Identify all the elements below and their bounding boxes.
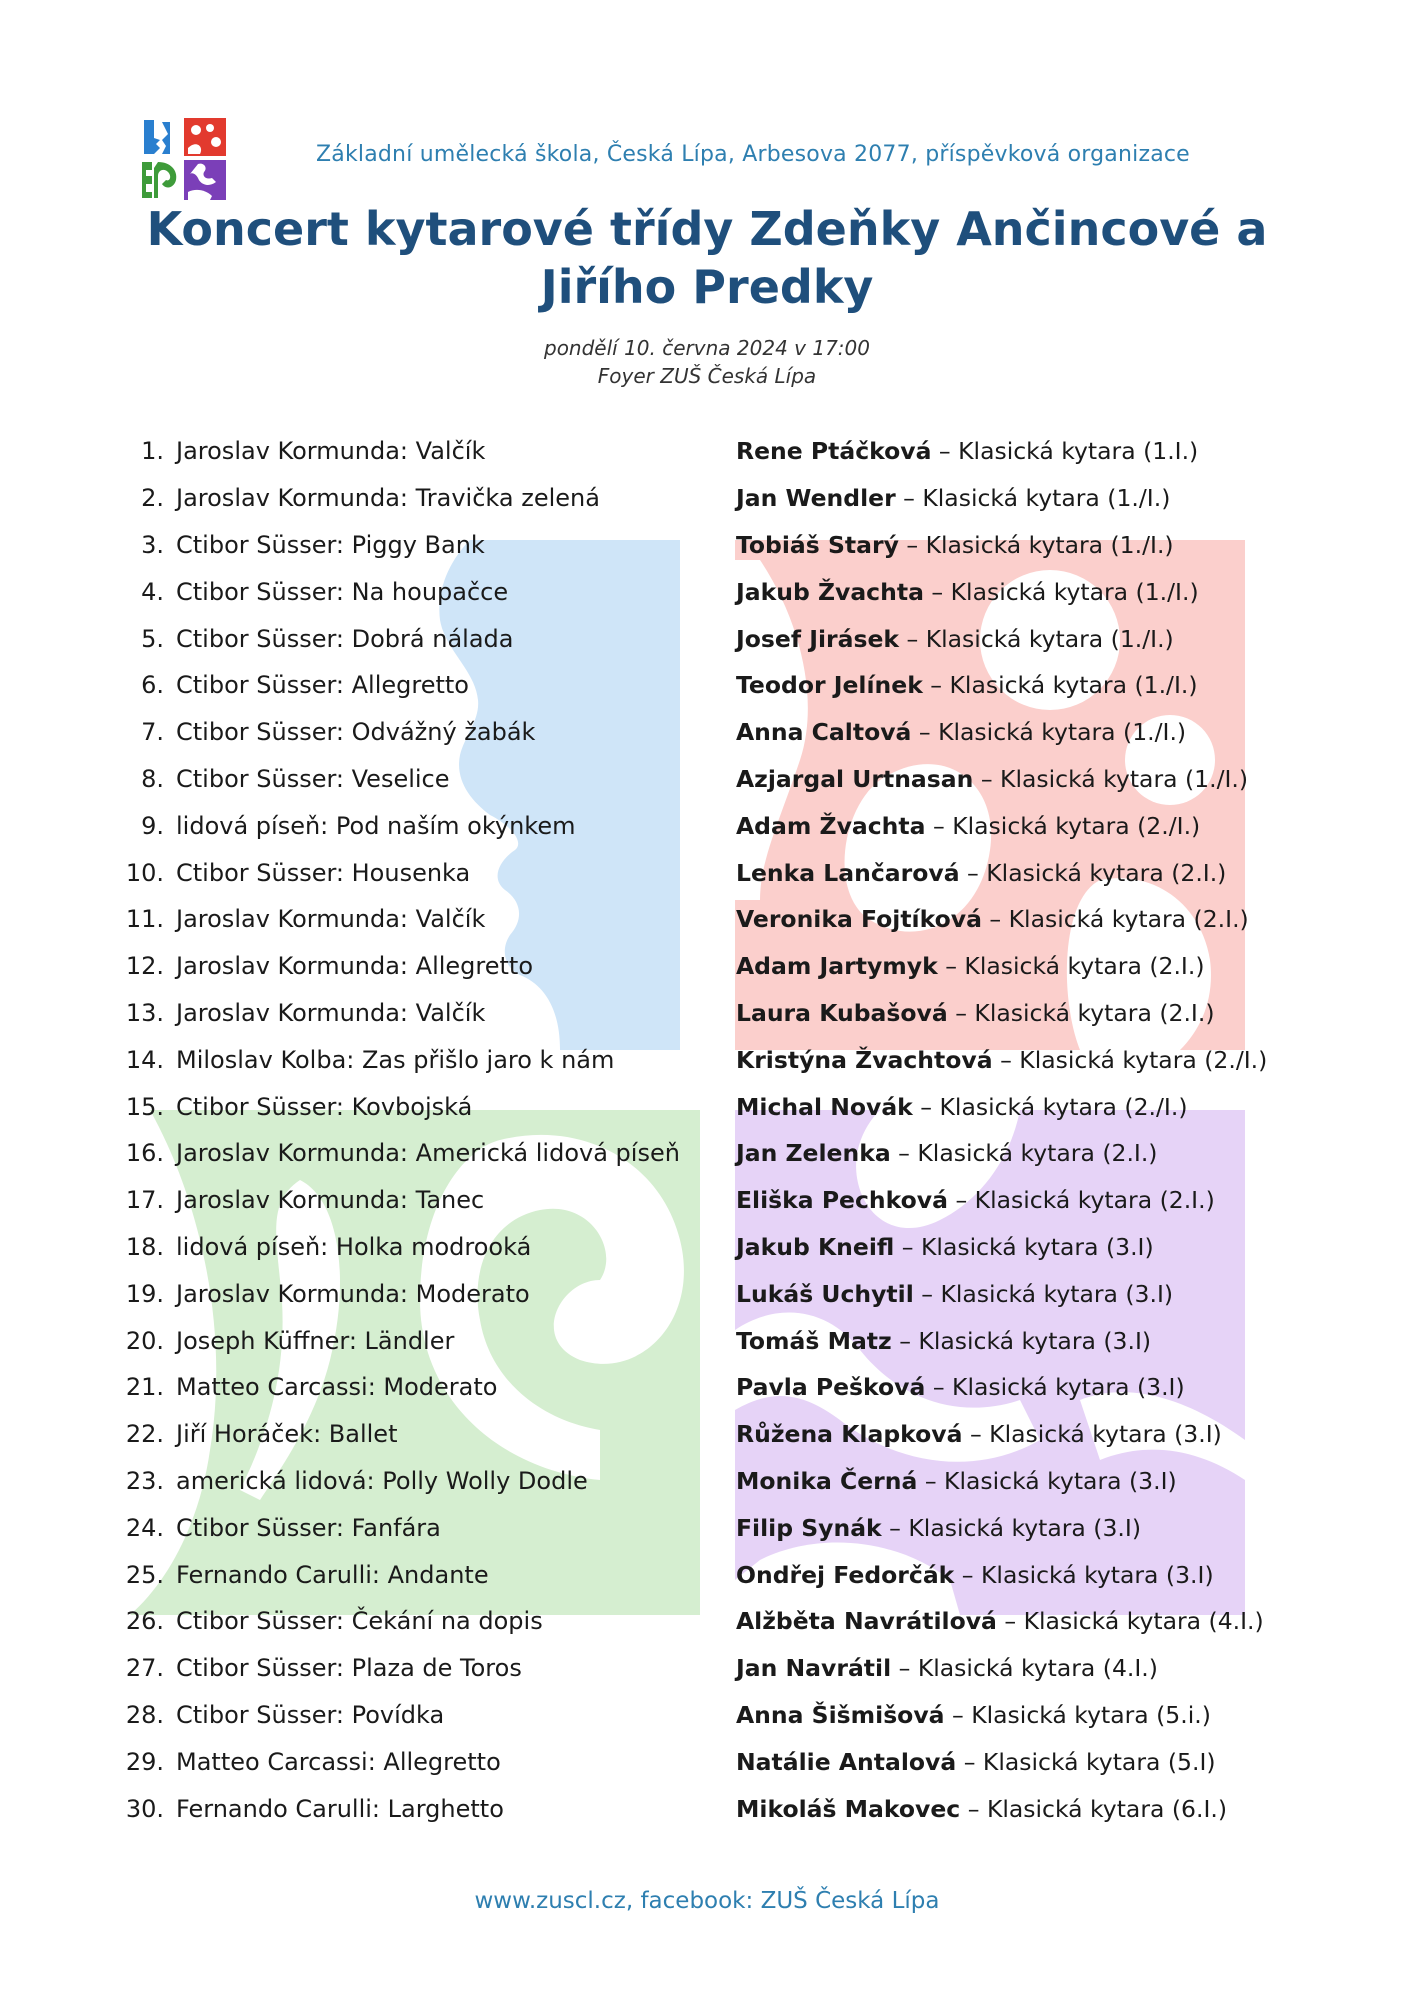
program-item-performer (736, 625, 1174, 653)
program-item-performer (736, 1748, 1216, 1776)
performer-instrument: – Klasická kytara (3.I) (881, 1513, 1141, 1542)
performer-instrument: – Klasická kytara (4.I.) (996, 1607, 1264, 1636)
performer-name: Tomáš Matz (736, 1326, 892, 1355)
performer-instrument: – Klasická kytara (3.I) (913, 1279, 1174, 1308)
performer-name: Veronika Fojtíková (736, 905, 982, 934)
performer-name: Jan Wendler (736, 484, 896, 513)
performer-name: Monika Černá (736, 1466, 918, 1495)
program-item (120, 1411, 1280, 1458)
event-date: pondělí 10. června 2024 v 17:00 (544, 336, 870, 360)
school-name: Základní umělecká škola, Česká Lípa, Arbesova 2077, příspěvková organizace (316, 142, 1190, 167)
performer-instrument: – Klasická kytara (6.I.) (960, 1794, 1228, 1823)
performer-name: Josef Jirásek (736, 624, 900, 653)
performer-name: Alžběta Navrátilová (736, 1607, 997, 1636)
performer-instrument: – Klasická kytara (2.I.) (947, 998, 1215, 1027)
performer-name: Lukáš Uchytil (736, 1279, 914, 1308)
program-item (120, 1177, 1280, 1224)
program-item-number: 16. (125, 1139, 164, 1168)
performer-instrument: – Klasická kytara (5.I) (956, 1747, 1216, 1776)
performer-instrument: – Klasická kytara (1./I.) (923, 577, 1199, 606)
program-item-performer (736, 1607, 1264, 1635)
performer-name: Adam Žvachta (736, 811, 926, 840)
program-item-number: 26. (125, 1607, 164, 1636)
program-item-number: 11. (125, 905, 164, 934)
program-item-piece: lidová píseň: Pod naším okýnkem (176, 811, 576, 840)
program-item (120, 1224, 1280, 1271)
program-item-performer (736, 1701, 1211, 1729)
program-item-piece: Jaroslav Kormunda: Travička zelená (176, 484, 600, 513)
performer-instrument: – Klasická kytara (1./I.) (922, 671, 1198, 700)
performer-instrument: – Klasická kytara (2.I.) (937, 952, 1205, 981)
program-item-number: 19. (125, 1279, 164, 1308)
program-item-piece: Ctibor Süsser: Dobrá nálada (176, 624, 514, 653)
program-item (120, 849, 1280, 896)
program-item-number: 21. (125, 1373, 164, 1402)
program-item-piece: Ctibor Süsser: Kovbojská (176, 1092, 473, 1121)
program-item (120, 1458, 1280, 1505)
performer-instrument: – Klasická kytara (1./I.) (973, 764, 1249, 793)
program-item-number: 1. (141, 437, 164, 466)
program-item-performer (736, 578, 1199, 606)
program-item (120, 709, 1280, 756)
performer-instrument: – Klasická kytara (1./I.) (911, 718, 1187, 747)
performer-instrument: – Klasická kytara (3.I) (894, 1232, 1154, 1261)
performer-name: Růžena Klapková (736, 1420, 963, 1449)
program-item-performer (736, 1373, 1185, 1401)
performer-instrument: – Klasická kytara (2./I.) (912, 1092, 1188, 1121)
program-item (120, 802, 1280, 849)
program-item-number: 14. (125, 1045, 164, 1074)
program-item (120, 1738, 1280, 1785)
school-logo-icon (140, 118, 226, 200)
program-item-number: 29. (125, 1747, 164, 1776)
performer-name: Azjargal Urtnasan (736, 764, 974, 793)
program-item-piece: Matteo Carcassi: Moderato (176, 1373, 498, 1402)
program-list (120, 428, 1280, 1832)
program-item-performer (736, 859, 1226, 887)
program-item (120, 1270, 1280, 1317)
performer-name: Adam Jartymyk (736, 952, 938, 981)
program-item-performer (736, 1420, 1222, 1448)
program-item-performer (736, 1139, 1157, 1167)
performer-name: Jakub Žvachta (736, 577, 924, 606)
program-item-performer (736, 1233, 1154, 1261)
program-item-piece: lidová píseň: Holka modrooká (176, 1232, 532, 1261)
performer-instrument: – Klasická kytara (3.I) (925, 1373, 1185, 1402)
program-item-number: 5. (141, 624, 164, 653)
program-item-number: 2. (141, 484, 164, 513)
performer-name: Laura Kubašová (736, 998, 948, 1027)
program-item (120, 1785, 1280, 1832)
program-item (120, 1317, 1280, 1364)
program-item-piece: Ctibor Süsser: Housenka (176, 858, 471, 887)
program-item (120, 1130, 1280, 1177)
program-item-piece: Jaroslav Kormunda: Valčík (176, 905, 486, 934)
performer-name: Rene Ptáčková (736, 437, 932, 466)
program-item-piece: Jaroslav Kormunda: Moderato (176, 1279, 530, 1308)
program-item-performer (736, 484, 1170, 512)
program-item-performer (736, 905, 1249, 933)
program-item (120, 428, 1280, 475)
performer-instrument: – Klasická kytara (5.i.) (944, 1700, 1211, 1729)
performer-name: Ondřej Fedorčák (736, 1560, 955, 1589)
program-item-number: 3. (141, 530, 164, 559)
program-item-performer (736, 1467, 1177, 1495)
program-item-performer (736, 1561, 1214, 1589)
program-item-number: 20. (125, 1326, 164, 1355)
performer-instrument: – Klasická kytara (3.I) (891, 1326, 1152, 1355)
program-item (120, 896, 1280, 943)
program-item-piece: Fernando Carulli: Andante (176, 1560, 489, 1589)
program-item (120, 1645, 1280, 1692)
program-item-number: 7. (141, 718, 164, 747)
program-item (120, 1504, 1280, 1551)
performer-instrument: – Klasická kytara (4.I.) (891, 1654, 1158, 1683)
performer-instrument: – Klasická kytara (2.I.) (959, 858, 1227, 887)
program-item (120, 615, 1280, 662)
program-item-piece: americká lidová: Polly Wolly Dodle (176, 1466, 588, 1495)
program-item (120, 756, 1280, 803)
performer-name: Michal Novák (736, 1092, 913, 1121)
program-item-number: 25. (125, 1560, 164, 1589)
program-item (120, 475, 1280, 522)
performer-instrument: – Klasická kytara (2.I.) (981, 905, 1249, 934)
program-item-piece: Jaroslav Kormunda: Allegretto (176, 952, 534, 981)
program-item-piece: Ctibor Süsser: Fanfára (176, 1513, 441, 1542)
performer-name: Teodor Jelínek (736, 671, 923, 700)
program-item-number: 12. (125, 952, 164, 981)
program-item-piece: Jiří Horáček: Ballet (176, 1420, 398, 1449)
program-item-performer (736, 1327, 1151, 1355)
program-item (120, 1364, 1280, 1411)
program-item-piece: Ctibor Süsser: Na houpačce (176, 577, 509, 606)
program-item-performer (736, 1046, 1267, 1074)
program-item-number: 4. (141, 577, 164, 606)
performer-name: Pavla Pešková (736, 1373, 926, 1402)
performer-name: Jakub Kneifl (736, 1232, 895, 1261)
program-item-number: 13. (125, 998, 164, 1027)
program-item-performer (736, 952, 1205, 980)
program-item (120, 1692, 1280, 1739)
performer-name: Filip Synák (736, 1513, 882, 1542)
program-item-number: 22. (125, 1420, 164, 1449)
program-item-piece: Ctibor Süsser: Allegretto (176, 671, 469, 700)
performer-instrument: – Klasická kytara (2.I.) (947, 1186, 1215, 1215)
program-item-performer (736, 1280, 1173, 1308)
program-item-piece: Joseph Küffner: Ländler (176, 1326, 455, 1355)
program-item-number: 23. (125, 1466, 164, 1495)
program-item (120, 990, 1280, 1037)
performer-name: Tobiáš Starý (736, 530, 899, 559)
performer-name: Anna Caltová (736, 718, 912, 747)
performer-name: Jan Zelenka (736, 1139, 891, 1168)
program-item-piece: Fernando Carulli: Larghetto (176, 1794, 504, 1823)
program-item-performer (736, 718, 1186, 746)
performer-instrument: – Klasická kytara (1./I.) (895, 484, 1171, 513)
program-item-performer (736, 1186, 1215, 1214)
performer-instrument: – Klasická kytara (2./I.) (992, 1045, 1268, 1074)
program-item-performer (736, 812, 1200, 840)
program-item-piece: Ctibor Süsser: Veselice (176, 764, 450, 793)
performer-name: Lenka Lančarová (736, 858, 960, 887)
program-item-performer (736, 437, 1198, 465)
program-item-piece: Ctibor Süsser: Plaza de Toros (176, 1654, 522, 1683)
program-item-performer (736, 671, 1198, 699)
event-info (200, 334, 1214, 390)
performer-instrument: – Klasická kytara (1.I.) (931, 437, 1199, 466)
program-item-piece: Ctibor Süsser: Čekání na dopis (176, 1607, 543, 1636)
program-item-number: 18. (125, 1232, 164, 1261)
event-venue: Foyer ZUŠ Česká Lípa (597, 364, 817, 388)
program-item (120, 568, 1280, 615)
performer-instrument: – Klasická kytara (2./I.) (925, 811, 1201, 840)
program-item-number: 15. (125, 1092, 164, 1121)
performer-name: Natálie Antalová (736, 1747, 957, 1776)
program-item (120, 662, 1280, 709)
performer-name: Mikoláš Makovec (736, 1794, 961, 1823)
performer-name: Eliška Pechková (736, 1186, 948, 1215)
program-item (120, 1598, 1280, 1645)
program-item-number: 6. (141, 671, 164, 700)
program-item-performer (736, 1093, 1188, 1121)
performer-name: Jan Navrátil (736, 1654, 892, 1683)
program-item-number: 24. (125, 1513, 164, 1542)
program-item-number: 10. (125, 858, 164, 887)
program-item-number: 27. (125, 1654, 164, 1683)
program-item-piece: Jaroslav Kormunda: Valčík (176, 437, 486, 466)
performer-instrument: – Klasická kytara (3.I) (917, 1466, 1177, 1495)
performer-instrument: – Klasická kytara (1./I.) (899, 624, 1174, 653)
program-item (120, 1551, 1280, 1598)
performer-instrument: – Klasická kytara (3.I) (962, 1420, 1222, 1449)
performer-instrument: – Klasická kytara (1./I.) (898, 530, 1174, 559)
program-item-number: 30. (125, 1794, 164, 1823)
performer-name: Kristýna Žvachtová (736, 1045, 993, 1074)
program-item (120, 522, 1280, 569)
footer-contact: www.zuscl.cz, facebook: ZUŠ Česká Lípa (474, 1888, 940, 1914)
program-item-performer (736, 1654, 1158, 1682)
program-item-piece: Ctibor Süsser: Odvážný žabák (176, 718, 536, 747)
program-item-number: 8. (141, 764, 164, 793)
performer-name: Anna Šišmišová (736, 1700, 945, 1729)
program-item-piece: Ctibor Süsser: Piggy Bank (176, 530, 485, 559)
program-item (120, 1083, 1280, 1130)
program-item-performer (736, 999, 1215, 1027)
program-item-performer (736, 765, 1248, 793)
program-item-piece: Jaroslav Kormunda: Valčík (176, 998, 486, 1027)
program-item-piece: Miloslav Kolba: Zas přišlo jaro k nám (176, 1045, 615, 1074)
program-item-performer (736, 1514, 1141, 1542)
page-title: Koncert kytarové třídy Zdeňky Ančincové a Jiřího Predky (146, 202, 1268, 314)
program-item-performer (736, 1795, 1227, 1823)
program-item-performer (736, 531, 1174, 559)
program-item (120, 1036, 1280, 1083)
program-item-piece: Jaroslav Kormunda: Tanec (176, 1186, 485, 1215)
program-item-piece: Jaroslav Kormunda: Americká lidová píseň (176, 1139, 680, 1168)
program-item-number: 17. (125, 1186, 164, 1215)
program-item-number: 9. (141, 811, 164, 840)
performer-instrument: – Klasická kytara (3.I) (954, 1560, 1214, 1589)
program-item (120, 943, 1280, 990)
program-item-piece: Ctibor Süsser: Povídka (176, 1700, 445, 1729)
program-item-piece: Matteo Carcassi: Allegretto (176, 1747, 501, 1776)
performer-instrument: – Klasická kytara (2.I.) (890, 1139, 1158, 1168)
program-item-number: 28. (125, 1700, 164, 1729)
